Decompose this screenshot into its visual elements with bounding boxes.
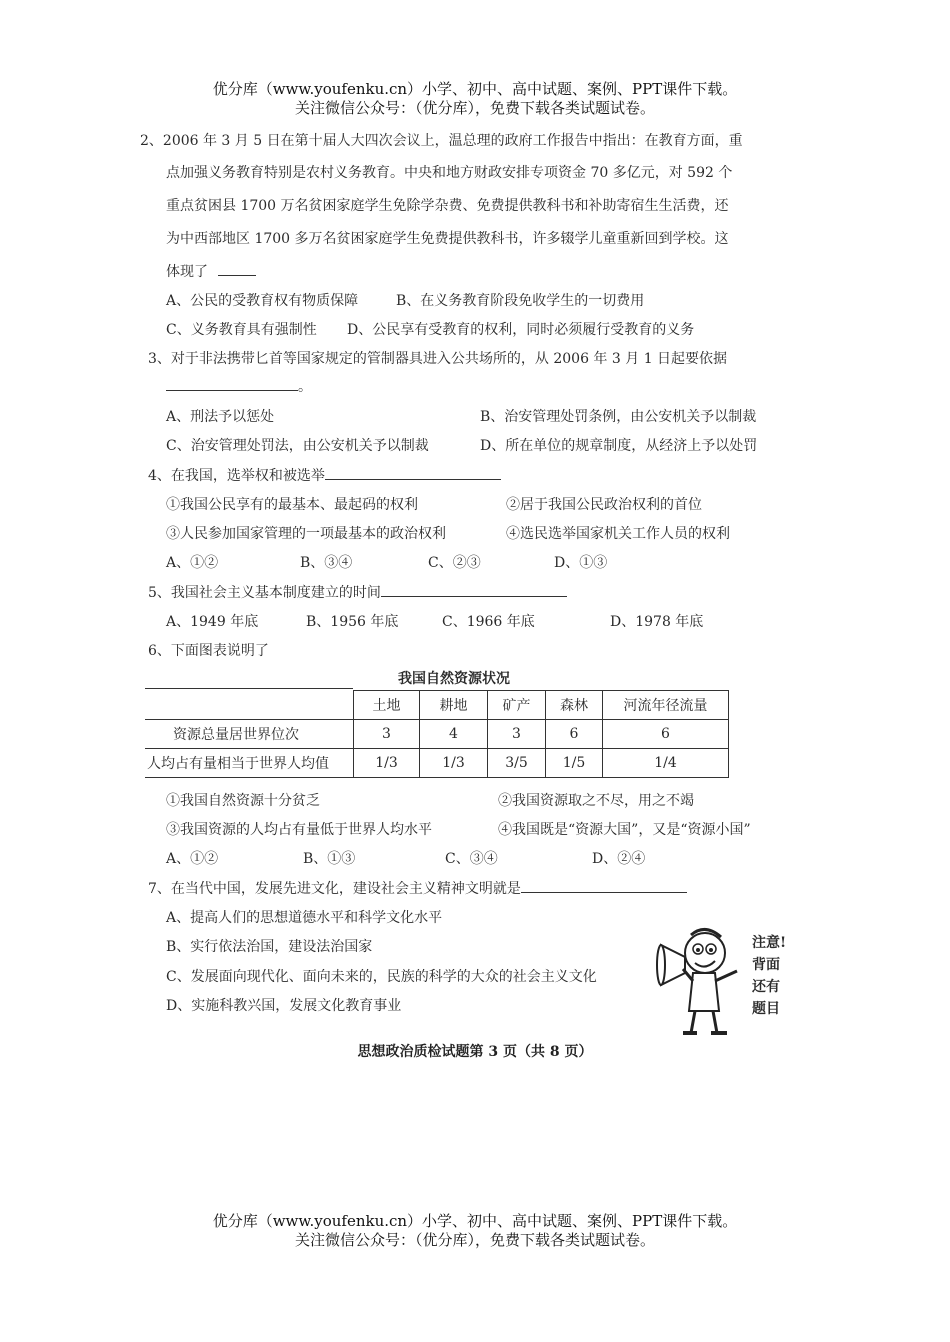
- table-cell: 1/4: [603, 749, 729, 778]
- table-corner-cell: [145, 691, 354, 720]
- q7-option-d: D、实施科教兴国，发展文化教育事业: [166, 998, 402, 1014]
- table-cell: 1/3: [420, 749, 488, 778]
- table-header-cell: 耕地: [420, 691, 488, 720]
- q3-option-b: B、治安管理处罚条例，由公安机关予以制裁: [480, 409, 757, 425]
- q4-statement-2: ②居于我国公民政治权利的首位: [506, 497, 702, 513]
- q3-stem: 3、对于非法携带匕首等国家规定的管制器具进入公共场所的，从 2006 年 3 月 1 日起要依据: [148, 351, 728, 367]
- q2-option-b: B、在义务教育阶段免收学生的一切费用: [396, 293, 645, 309]
- table-cell: 6: [546, 720, 603, 749]
- table-title: 我国自然资源状况: [398, 671, 510, 687]
- table-cell: 1/3: [354, 749, 420, 778]
- table-cell: 1/5: [546, 749, 603, 778]
- q2-line-5: [166, 261, 256, 281]
- q6-option-c: C、③④: [445, 851, 498, 867]
- q5-option-c: C、1966 年底: [442, 614, 535, 630]
- q6-statement-3: ③我国资源的人均占有量低于世界人均水平: [166, 822, 432, 838]
- q7-stem-text: 7、在当代中国，发展先进文化，建设社会主义精神文明就是: [148, 881, 521, 897]
- footer-line-2: 关注微信公众号：（优分库），免费下载各类试题试卷。: [294, 1231, 655, 1249]
- header-line-1: 优分库（www.youfenku.cn）小学、初中、高中试题、案例、PPT课件下载。: [212, 80, 738, 98]
- notice-box: [752, 932, 786, 1020]
- q2-line-4: 为中西部地区 1700 多万名贫困家庭学生免费提供教科书，许多辍学儿童重新回到学校。这: [166, 231, 729, 247]
- table-cell: 6: [603, 720, 729, 749]
- table-row-label: 资源总量居世界位次: [145, 720, 354, 749]
- table-cell: 3/5: [488, 749, 546, 778]
- q3-stem-line-2: [166, 376, 312, 396]
- q5-stem-text: 5、我国社会主义基本制度建立的时间: [148, 585, 381, 601]
- table-cell: 3: [488, 720, 546, 749]
- answer-blank: [381, 582, 567, 597]
- table-top-rule: [145, 688, 353, 689]
- q7-option-a: A、提高人们的思想道德水平和科学文化水平: [166, 910, 443, 926]
- answer-blank: [218, 261, 256, 276]
- q2-option-c: C、义务教育具有强制性: [166, 322, 317, 338]
- q4-statement-1: ①我国公民享有的最基本、最起码的权利: [166, 497, 418, 513]
- q4-option-c: C、②③: [428, 555, 481, 571]
- header-line-2: 关注微信公众号：（优分库），免费下载各类试题试卷。: [294, 99, 655, 117]
- q6-statement-2: ②我国资源取之不尽，用之不竭: [498, 793, 694, 809]
- q4-option-b: B、③④: [300, 555, 353, 571]
- q5-option-a: A、1949 年底: [166, 614, 259, 630]
- q5-option-b: B、1956 年底: [306, 614, 399, 630]
- q2-line-2: 点加强义务教育特别是农村义务教育。中央和地方财政安排专项资金 70 多亿元，对 592 个: [166, 165, 733, 181]
- page-footer: 思想政治质检试题第 3 页（共 8 页）: [357, 1044, 593, 1060]
- q6-stem: 6、下面图表说明了: [148, 643, 269, 659]
- q3-option-d: D、所在单位的规章制度，从经济上予以处罚: [480, 438, 758, 454]
- answer-blank: [325, 465, 501, 480]
- megaphone-mascot-icon: [655, 919, 745, 1039]
- q3-option-c: C、治安管理处罚法，由公安机关予以制裁: [166, 438, 429, 454]
- site-header-top: [0, 80, 950, 118]
- q4-stem: [148, 465, 501, 485]
- q2-line-3: 重点贫困县 1700 万名贫困家庭学生免除学杂费、免费提供教科书和补助寄宿生生活费，还: [166, 198, 729, 214]
- footer-line-1: 优分库（www.youfenku.cn）小学、初中、高中试题、案例、PPT课件下载。: [212, 1212, 738, 1230]
- q5-option-d: D、1978 年底: [610, 614, 704, 630]
- notice-line: 注意!: [752, 935, 787, 951]
- table-cell: 3: [354, 720, 420, 749]
- q2-line-1: 2、2006 年 3 月 5 日在第十届人大四次会议上，温总理的政府工作报告中指出：在教育方面，重: [140, 133, 743, 149]
- q7-option-c: C、发展面向现代化、面向未来的，民族的科学的大众的社会主义文化: [166, 969, 597, 985]
- q2-option-d: D、公民享有受教育的权利，同时必须履行受教育的义务: [347, 322, 695, 338]
- table-header-row: [145, 691, 729, 720]
- q4-statement-4: ④选民选举国家机关工作人员的权利: [506, 526, 730, 542]
- notice-line: 还有: [752, 979, 780, 995]
- notice-line: 背面: [752, 957, 780, 973]
- q6-statement-4: ④我国既是“资源大国”，又是“资源小国”: [498, 822, 751, 838]
- table-header-cell: 河流年径流量: [603, 691, 729, 720]
- q7-stem: [148, 878, 687, 898]
- q4-option-a: A、①②: [166, 555, 219, 571]
- q3-option-a: A、刑法予以惩处: [166, 409, 275, 425]
- table-row: [145, 720, 729, 749]
- q7-option-b: B、实行依法治国，建设法治国家: [166, 939, 373, 955]
- table-header-cell: 森林: [546, 691, 603, 720]
- notice-line: 题目: [752, 1001, 780, 1017]
- q2-option-a: A、公民的受教育权有物质保障: [166, 293, 359, 309]
- answer-blank: [166, 376, 298, 391]
- table-row-label: 人均占有量相当于世界人均值: [145, 749, 354, 778]
- q6-statement-1: ①我国自然资源十分贫乏: [166, 793, 320, 809]
- site-header-bottom: [0, 1212, 950, 1250]
- table-header-cell: 土地: [354, 691, 420, 720]
- q5-stem: [148, 582, 567, 602]
- q6-option-b: B、①③: [303, 851, 356, 867]
- table-header-cell: 矿产: [488, 691, 546, 720]
- table-cell: 4: [420, 720, 488, 749]
- q6-option-a: A、①②: [166, 851, 219, 867]
- q4-statement-3: ③人民参加国家管理的一项最基本的政治权利: [166, 526, 446, 542]
- q2-stem-end: 体现了: [166, 264, 208, 280]
- q4-stem-text: 4、在我国，选举权和被选举: [148, 468, 325, 484]
- table-row: [145, 749, 729, 778]
- q4-option-d: D、①③: [554, 555, 608, 571]
- resource-table: [145, 690, 729, 778]
- answer-blank: [521, 878, 687, 893]
- q6-option-d: D、②④: [592, 851, 646, 867]
- q3-stem-end: 。: [298, 379, 312, 395]
